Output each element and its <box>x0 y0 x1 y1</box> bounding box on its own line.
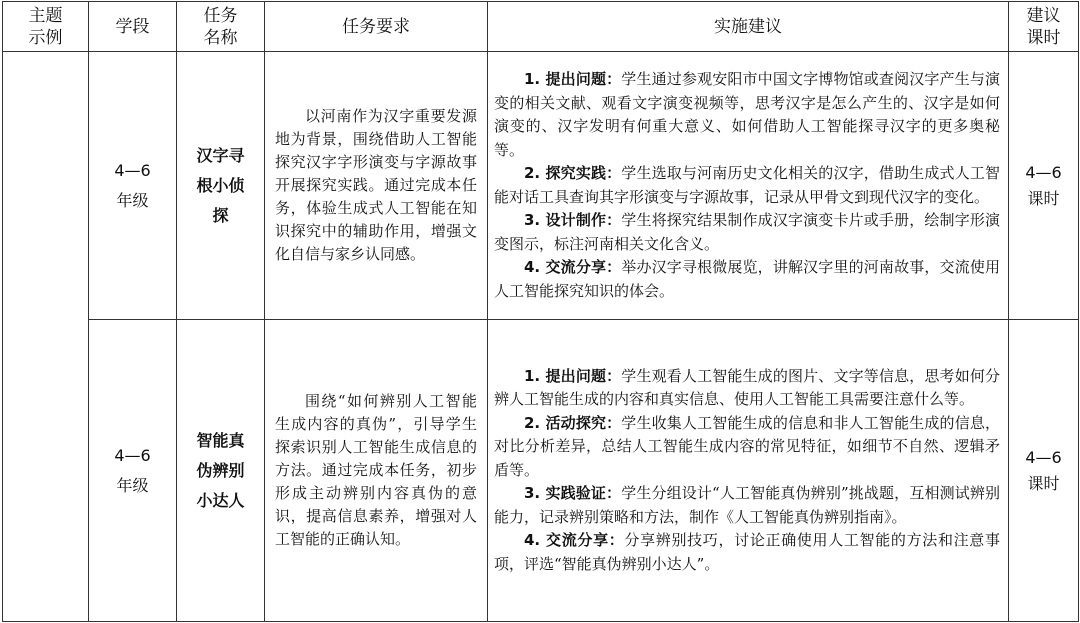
header-taskname <box>177 2 265 52</box>
suggestion-step <box>494 412 1000 483</box>
header-stage: 学段 <box>89 2 177 52</box>
header-theme-line2: 示例 <box>28 27 63 48</box>
task-name-line: 伪辨别 <box>196 460 245 480</box>
suggestion-step <box>494 529 1000 576</box>
task-table <box>2 1 1079 622</box>
task-name-line: 根小侦 <box>196 175 245 195</box>
hours-range: 4—6 <box>1025 447 1062 467</box>
header-hours-line2: 课时 <box>1026 27 1061 48</box>
suggestion-step <box>494 256 1000 303</box>
step-title: 1. 提出问题： <box>524 366 622 385</box>
header-taskname-line1: 任务 <box>203 5 238 26</box>
table-row <box>3 320 1079 622</box>
grade-unit: 年级 <box>116 190 149 210</box>
step-text: 举办汉字寻根微展览，讲解汉字里的河南故事，交流使用人工智能探究知识的体会。 <box>494 258 1000 300</box>
header-hours <box>1009 2 1079 52</box>
step-text: 分享辨别技巧，讨论正确使用人工智能的方法和注意事项，评选“智能真伪辨别小达人”。 <box>494 531 1000 573</box>
hours-cell <box>1009 52 1079 320</box>
task-name-cell <box>177 320 265 622</box>
header-hours-line1: 建议 <box>1026 5 1061 26</box>
header-requirement: 任务要求 <box>265 2 488 52</box>
step-text: 学生观看人工智能生成的图片、文字等信息，思考如何分辨人工智能生成的内容和真实信息、使用人工智能工具需要注意什么等。 <box>494 366 1000 409</box>
grade-cell <box>89 52 177 320</box>
suggestion-cell <box>488 320 1009 622</box>
suggestion-step <box>494 482 1000 529</box>
step-text: 学生选取与河南历史文化相关的汉字，借助生成式人工智能对话工具查询其字形演变与字源故事，记录从甲骨文到现代汉字的变化。 <box>494 164 1000 206</box>
step-title: 3. 设计制作： <box>524 211 622 229</box>
suggestion-step <box>494 68 1000 162</box>
step-title: 2. 探究实践： <box>524 164 622 182</box>
grade-range: 4—6 <box>114 160 151 180</box>
requirement-cell: 围绕“如何辨别人工智能生成内容的真伪”，引导学生探索识别人工智能生成信息的方法。通过完成本任务，初步形成主动辨别内容真伪的意识，提高信息素养，增强对人工智能的正确认知。 <box>265 320 488 622</box>
task-name-line: 小达人 <box>196 490 245 510</box>
suggestion-step <box>494 162 1000 209</box>
grade-unit: 年级 <box>116 475 149 495</box>
task-name-line: 汉字寻 <box>196 145 245 165</box>
step-title: 1. 提出问题： <box>524 70 622 88</box>
step-text: 学生通过参观安阳市中国文字博物馆或查阅汉字产生与演变的相关文献、观看文字演变视频等，思考汉字是怎么产生的、汉字是如何演变的、汉字发明有何重大意义、如何借助人工智能探寻汉字的更多奥秘等。 <box>494 70 1000 159</box>
step-text: 学生分组设计“人工智能真伪辨别”挑战题，互相测试辨别能力，记录辨别策略和方法，制作《人工智能真伪辨别指南》。 <box>494 484 1001 526</box>
step-title: 3. 实践验证： <box>524 484 622 503</box>
hours-range: 4—6 <box>1025 162 1062 182</box>
task-name-line: 探 <box>212 205 229 225</box>
header-suggestion: 实施建议 <box>488 2 1009 52</box>
step-title: 2. 活动探究： <box>524 413 622 432</box>
step-text: 学生将探究结果制作成汉字演变卡片或手册，绘制字形演变图示，标注河南相关文化含义。 <box>494 211 1000 253</box>
header-row <box>3 2 1079 52</box>
hours-unit: 课时 <box>1027 188 1060 208</box>
step-title: 4. 交流分享： <box>524 258 622 276</box>
theme-cell <box>3 52 89 622</box>
header-theme-line1: 主题 <box>28 5 63 26</box>
task-name-line: 智能真 <box>196 430 245 450</box>
task-name-cell <box>177 52 265 320</box>
grade-range: 4—6 <box>114 445 151 465</box>
header-theme <box>3 2 89 52</box>
hours-unit: 课时 <box>1027 473 1060 493</box>
suggestion-step <box>494 365 1000 412</box>
table-row <box>3 52 1079 320</box>
hours-cell <box>1009 320 1079 622</box>
suggestion-cell <box>488 52 1009 320</box>
header-taskname-line2: 名称 <box>203 27 238 48</box>
suggestion-step <box>494 209 1000 256</box>
step-text: 学生收集人工智能生成的信息和非人工智能生成的信息，对比分析差异，总结人工智能生成内容的常见特征，如细节不自然、逻辑矛盾等。 <box>494 413 1000 479</box>
grade-cell <box>89 320 177 622</box>
requirement-cell: 以河南作为汉字重要发源地为背景，围绕借助人工智能探究汉字字形演变与字源故事开展探究实践。通过完成本任务，体验生成式人工智能在知识探究中的辅助作用，增强文化自信与家乡认同感。 <box>265 52 488 320</box>
step-title: 4. 交流分享： <box>524 531 625 550</box>
